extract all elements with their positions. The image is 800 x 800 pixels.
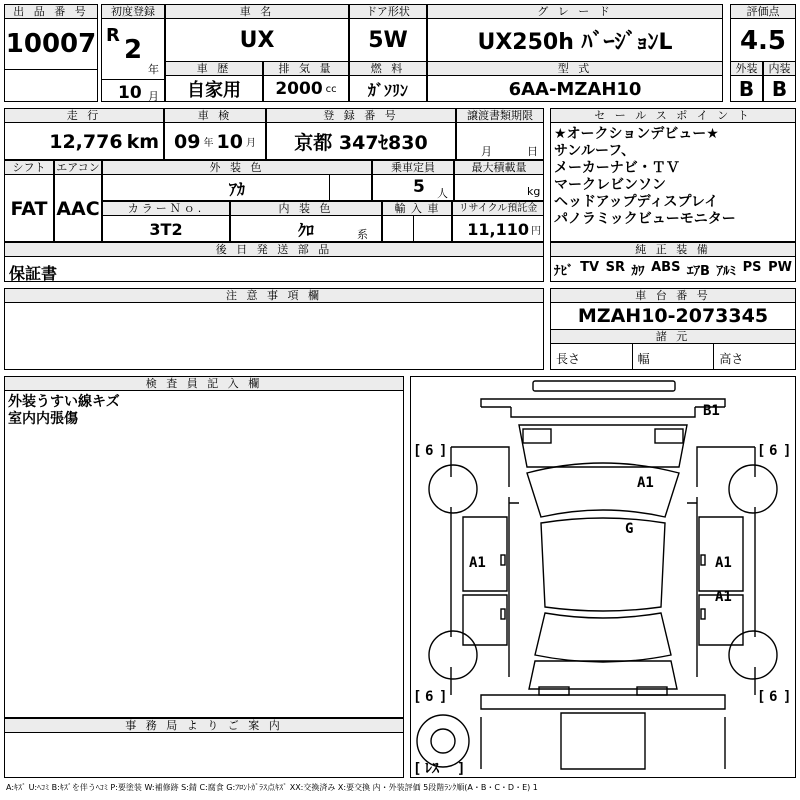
displacement-label: 排 気 量 [264, 62, 348, 76]
ac-box [54, 160, 102, 242]
recycle-box [452, 201, 544, 242]
score: 4.5 [739, 25, 787, 56]
shift: FAT [10, 197, 48, 220]
grade-box [427, 4, 723, 62]
grade: UX250h ﾊﾞｰｼﾞｮﾝL [477, 30, 673, 55]
recycle-label: リサイクル預託金 [453, 202, 543, 216]
fuel-box [349, 61, 427, 102]
damage-mark: A1 [715, 555, 732, 571]
lot-label: 出 品 番 号 [5, 5, 97, 19]
sales-point: メーカーナビ・ＴＶ [554, 160, 680, 176]
tire-bracket-open: [ [413, 443, 422, 459]
exterior-grade: B [738, 77, 755, 101]
interior-label: 内装 [764, 62, 795, 76]
capacity-label: 乗車定員 [373, 161, 453, 175]
model: 6AA-MZAH10 [508, 78, 642, 100]
damage-mark: G [625, 521, 634, 537]
shift-box [4, 160, 54, 242]
color-no-box [102, 201, 230, 242]
sales-points-label: セ ー ル ス ポ イ ン ト [551, 109, 795, 123]
sales-point: ★オークションデビュー★ [554, 126, 719, 142]
sales-points-box [550, 108, 796, 242]
door-box [349, 4, 427, 62]
ac-label: エアコン [56, 161, 100, 174]
inspector-note: 室内内張傷 [8, 411, 78, 427]
car-name-box [165, 4, 349, 62]
month-unit: 月 [148, 90, 159, 103]
equipment-item: PW [768, 260, 792, 275]
shift-label: シフト [5, 161, 53, 175]
tire-mark: 6 [769, 443, 778, 459]
int-color-box [230, 201, 382, 242]
sales-point: ヘッドアップディスプレイ [554, 194, 719, 210]
interior-box [763, 61, 796, 102]
sales-point: サンルーフ、 [554, 143, 636, 159]
reg-year: 2 [124, 35, 143, 65]
mileage-label: 走 行 [5, 109, 163, 123]
transfer-day-unit: 日 [527, 145, 538, 158]
tire-mark: 6 [425, 443, 434, 459]
spare-tire-label: ﾚｽ [425, 761, 439, 777]
car-name-label: 車 名 [166, 5, 348, 19]
score-box [730, 4, 796, 62]
equipment-item: TV [580, 260, 600, 275]
ext-color: ｱｶ [228, 179, 245, 199]
later-parts-label: 後 日 発 送 部 品 [5, 243, 543, 257]
damage-mark: A1 [637, 475, 654, 491]
equipment-label: 純 正 装 備 [551, 243, 795, 257]
capacity-unit: 人 [437, 187, 448, 200]
chassis-label: 車 台 番 号 [551, 289, 795, 303]
history-box [165, 61, 263, 102]
spare-bracket-close: ] [457, 761, 466, 777]
length-cell [551, 344, 632, 370]
interior-grade: B [771, 77, 788, 101]
mileage-box [4, 108, 164, 160]
later-parts-box [4, 242, 544, 282]
first-reg-label: 初度登録 [102, 5, 164, 19]
model-box [427, 61, 723, 102]
plate-number: 京都 347ｾ830 [294, 132, 428, 154]
fuel: ｶﾞｿﾘﾝ [367, 80, 408, 100]
office-box [4, 718, 404, 778]
transfer-month-unit: 月 [481, 145, 492, 158]
width-label: 幅 [637, 352, 650, 366]
inspection-row [165, 123, 265, 160]
color-no: 3T2 [149, 219, 183, 239]
transfer-label: 譲渡書類期限 [457, 109, 543, 123]
mileage-row [5, 123, 163, 160]
inspection-box [164, 108, 266, 160]
inspector-note: 外装うすい線キズ [8, 394, 120, 410]
int-color-label: 内 装 色 [231, 202, 381, 216]
door-type: 5W [368, 28, 408, 53]
tire-bracket-close: ] [783, 443, 792, 459]
plate-label: 登 録 番 号 [267, 109, 455, 123]
era: R [106, 25, 120, 46]
chassis-number: MZAH10-2073345 [551, 303, 795, 330]
notes-label: 注 意 事 項 欄 [5, 289, 543, 303]
lot-box [4, 4, 98, 102]
inspection-year: 09 [174, 130, 201, 153]
spec-label: 諸 元 [551, 330, 795, 344]
mileage-unit: km [126, 130, 159, 153]
recycle: 11,110 [467, 219, 529, 239]
equipment-item: ｴｱB [687, 264, 710, 279]
displacement-box [263, 61, 349, 102]
damage-mark: B1 [703, 403, 720, 419]
chassis-box [550, 288, 796, 370]
import-label: 輸 入 車 [383, 202, 451, 216]
equipment-list [551, 257, 795, 279]
displacement-unit: cc [325, 83, 337, 95]
car-name: UX [239, 28, 275, 53]
int-color: ｸﾛ [297, 220, 314, 240]
height-label: 高さ [719, 352, 744, 366]
sales-points-list [551, 123, 795, 228]
exterior-box [730, 61, 763, 102]
later-parts: 保証書 [9, 264, 58, 283]
notes-box [4, 288, 544, 370]
length-label: 長さ [556, 352, 581, 366]
recycle-unit: 円 [531, 225, 541, 237]
fuel-label: 燃 料 [350, 62, 426, 76]
tire-bracket-close: ] [439, 443, 448, 459]
damage-mark: A1 [469, 555, 486, 571]
lot-number: 10007 [5, 19, 97, 70]
car-diagram-box [410, 376, 796, 778]
sales-point: マークレビンソン [554, 177, 666, 193]
equipment-item: SR [605, 260, 625, 275]
equipment-item: ﾅﾋﾞ [554, 264, 574, 279]
year-unit: 年 [148, 63, 159, 76]
tire-bracket-open: [ [757, 689, 766, 705]
tire-bracket-open: [ [413, 689, 422, 705]
grade-label: グ レ ー ド [428, 5, 722, 19]
plate-box [266, 108, 456, 160]
history: 自家用 [187, 80, 241, 101]
tire-bracket-close: ] [439, 689, 448, 705]
inspection-year-unit: 年 [203, 138, 214, 149]
tire-mark: 6 [425, 689, 434, 705]
width-cell [632, 344, 714, 370]
capacity-box [372, 160, 454, 201]
ext-color-label: 外 装 色 [103, 161, 371, 175]
car-diagram [411, 377, 795, 777]
spare-bracket-open: [ [413, 761, 422, 777]
first-reg-box [101, 4, 165, 102]
load-unit: kg [527, 185, 541, 198]
door-label: ドア形状 [350, 5, 426, 19]
model-label: 型 式 [428, 62, 722, 76]
score-label: 評価点 [731, 5, 795, 19]
capacity: 5 [413, 177, 425, 197]
history-label: 車 歴 [166, 62, 262, 76]
inspection-month: 10 [216, 130, 243, 153]
tire-bracket-close: ] [783, 689, 792, 705]
int-color-unit: 系 [357, 228, 368, 241]
ac: AAC [56, 197, 100, 220]
damage-mark: A1 [715, 589, 732, 605]
inspector-notes [5, 391, 403, 428]
height-cell [713, 344, 795, 370]
exterior-label: 外装 [731, 62, 762, 76]
mileage: 12,776 [49, 130, 123, 153]
load-box [454, 160, 544, 201]
equipment-item: ABS [651, 260, 681, 275]
displacement: 2000 [275, 79, 323, 99]
reg-month: 10 [118, 83, 142, 103]
office-label: 事 務 局 よ り ご 案 内 [5, 719, 403, 733]
transfer-box [456, 108, 544, 160]
equipment-item: PS [742, 260, 762, 275]
sales-point: パノラミックビューモニター [554, 211, 736, 227]
inspector-box [4, 376, 404, 718]
displacement-row [264, 76, 348, 102]
equipment-box [550, 242, 796, 282]
spec-row [551, 344, 795, 370]
equipment-item: ｱﾙﾐ [716, 264, 737, 279]
inspection-month-unit: 月 [245, 138, 256, 149]
tire-bracket-open: [ [757, 443, 766, 459]
legend: A:ｷｽﾞ U:ﾍｺﾐ B:ｷｽﾞを伴うﾍｺﾐ P:要塗装 W:補修跡 S:錆 C:腐食 G:ﾌﾛﾝﾄｶﾞﾗｽ点ｷｽﾞ XX:交換済み X:要交換 内・外装評価 5段階ﾗﾝｸ順(A・B・C・D・E) 1 [6, 783, 538, 792]
ext-color-box [102, 160, 372, 201]
recycle-row [453, 216, 543, 242]
inspection-label: 車 検 [165, 109, 265, 123]
inspector-label: 検 査 員 記 入 欄 [5, 377, 403, 391]
color-no-label: カラーＮｏ. [103, 202, 229, 216]
load-label: 最大積載量 [455, 161, 543, 175]
import-box [382, 201, 452, 242]
tire-mark: 6 [769, 689, 778, 705]
equipment-item: ｶﾜ [631, 264, 645, 279]
